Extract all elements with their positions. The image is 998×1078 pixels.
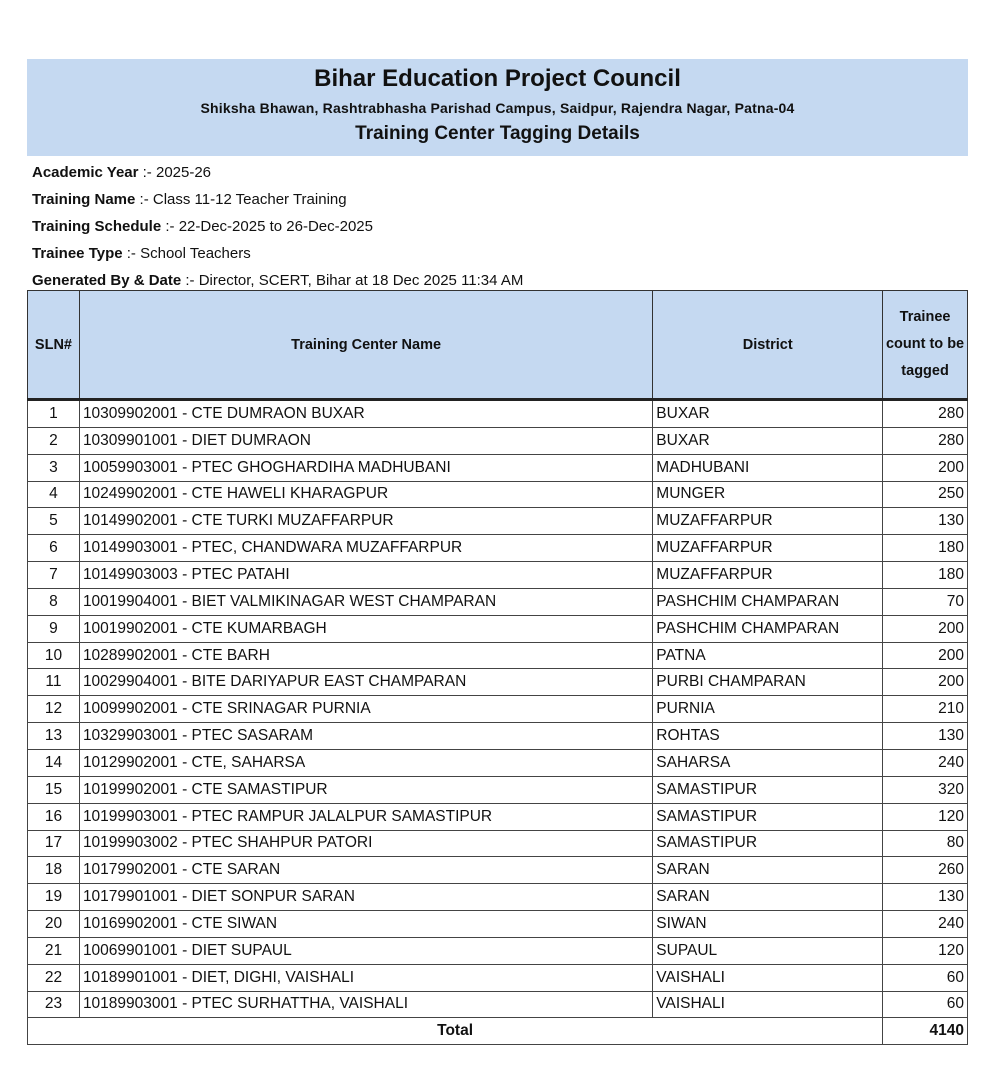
table-row [28,964,968,991]
cell-district: SAHARSA [653,749,883,776]
cell-sl: 21 [28,937,80,964]
cell-count: 250 [883,481,968,508]
cell-center: 10199903001 - PTEC RAMPUR JALALPUR SAMASTIPUR [79,803,652,830]
cell-sl: 16 [28,803,80,830]
cell-count: 200 [883,615,968,642]
cell-center: 10019904001 - BIET VALMIKINAGAR WEST CHAMPARAN [79,588,652,615]
cell-center: 10199903002 - PTEC SHAHPUR PATORI [79,830,652,857]
cell-sl: 5 [28,508,80,535]
cell-sl: 19 [28,884,80,911]
total-row [28,1018,968,1045]
cell-center: 10069901001 - DIET SUPAUL [79,937,652,964]
cell-count: 130 [883,723,968,750]
table-row [28,776,968,803]
cell-district: SAMASTIPUR [653,830,883,857]
cell-center: 10059903001 - PTEC GHOGHARDIHA MADHUBANI [79,454,652,481]
cell-count: 180 [883,535,968,562]
cell-sl: 4 [28,481,80,508]
cell-district: SAMASTIPUR [653,803,883,830]
table-row [28,481,968,508]
cell-sl: 23 [28,991,80,1018]
table-body [28,400,968,1018]
cell-center: 10029904001 - BITE DARIYAPUR EAST CHAMPARAN [79,669,652,696]
cell-count: 60 [883,991,968,1018]
cell-count: 280 [883,400,968,428]
total-label: Total [28,1018,883,1045]
cell-count: 130 [883,508,968,535]
cell-count: 120 [883,803,968,830]
table-row [28,884,968,911]
cell-district: MUZAFFARPUR [653,535,883,562]
cell-district: PURNIA [653,696,883,723]
cell-sl: 17 [28,830,80,857]
table-row [28,588,968,615]
cell-center: 10199902001 - CTE SAMASTIPUR [79,776,652,803]
cell-district: PATNA [653,642,883,669]
cell-count: 180 [883,562,968,589]
cell-district: PASHCHIM CHAMPARAN [653,615,883,642]
cell-district: MUNGER [653,481,883,508]
table-row [28,508,968,535]
cell-center: 10099902001 - CTE SRINAGAR PURNIA [79,696,652,723]
cell-center: 10129902001 - CTE, SAHARSA [79,749,652,776]
cell-sl: 20 [28,911,80,938]
cell-center: 10019902001 - CTE KUMARBAGH [79,615,652,642]
cell-center: 10309902001 - CTE DUMRAON BUXAR [79,400,652,428]
meta-info [32,159,523,294]
cell-center: 10189901001 - DIET, DIGHI, VAISHALI [79,964,652,991]
cell-center: 10289902001 - CTE BARH [79,642,652,669]
cell-center: 10189903001 - PTEC SURHATTHA, VAISHALI [79,991,652,1018]
cell-count: 200 [883,642,968,669]
table-row [28,562,968,589]
cell-district: SAMASTIPUR [653,776,883,803]
cell-sl: 22 [28,964,80,991]
organization-address: Shiksha Bhawan, Rashtrabhasha Parishad Campus, Saidpur, Rajendra Nagar, Patna-04 [200,100,795,116]
cell-count: 200 [883,454,968,481]
cell-sl: 9 [28,615,80,642]
table-row [28,803,968,830]
header-count: Trainee count to be tagged [883,291,968,400]
cell-district: ROHTAS [653,723,883,750]
meta-training-name: Training Name :- Class 11-12 Teacher Training [32,191,347,208]
meta-trainee-type: Trainee Type :- School Teachers [32,245,251,262]
cell-count: 260 [883,857,968,884]
table-header-row [28,291,968,400]
cell-sl: 7 [28,562,80,589]
meta-training-schedule: Training Schedule :- 22-Dec-2025 to 26-Dec-2025 [32,218,373,235]
table-row [28,454,968,481]
total-value: 4140 [883,1018,968,1045]
cell-count: 80 [883,830,968,857]
table-row [28,991,968,1018]
document-header [27,59,968,156]
cell-district: MADHUBANI [653,454,883,481]
table-row [28,400,968,428]
meta-academic-year: Academic Year :- 2025-26 [32,164,212,181]
organization-name: Bihar Education Project Council [314,65,681,92]
table-row [28,669,968,696]
table-row [28,937,968,964]
table-row [28,723,968,750]
cell-center: 10169902001 - CTE SIWAN [79,911,652,938]
cell-count: 200 [883,669,968,696]
cell-center: 10179902001 - CTE SARAN [79,857,652,884]
cell-sl: 12 [28,696,80,723]
table-row [28,427,968,454]
cell-sl: 13 [28,723,80,750]
cell-sl: 18 [28,857,80,884]
cell-count: 130 [883,884,968,911]
cell-district: SARAN [653,857,883,884]
table-row [28,696,968,723]
cell-center: 10309901001 - DIET DUMRAON [79,427,652,454]
cell-district: PURBI CHAMPARAN [653,669,883,696]
cell-district: SUPAUL [653,937,883,964]
tagging-table [27,290,968,1045]
cell-count: 60 [883,964,968,991]
cell-center: 10149902001 - CTE TURKI MUZAFFARPUR [79,508,652,535]
table-row [28,857,968,884]
header-center: Training Center Name [79,291,652,400]
cell-center: 10249902001 - CTE HAWELI KHARAGPUR [79,481,652,508]
cell-sl: 10 [28,642,80,669]
table-row [28,615,968,642]
cell-district: SARAN [653,884,883,911]
cell-sl: 3 [28,454,80,481]
cell-sl: 2 [28,427,80,454]
table-row [28,535,968,562]
cell-sl: 1 [28,400,80,428]
table-row [28,830,968,857]
cell-count: 70 [883,588,968,615]
cell-count: 240 [883,749,968,776]
cell-sl: 14 [28,749,80,776]
cell-count: 280 [883,427,968,454]
cell-sl: 6 [28,535,80,562]
cell-center: 10149903003 - PTEC PATAHI [79,562,652,589]
header-district: District [653,291,883,400]
cell-count: 320 [883,776,968,803]
cell-district: MUZAFFARPUR [653,508,883,535]
table-row [28,749,968,776]
cell-district: VAISHALI [653,964,883,991]
cell-center: 10179901001 - DIET SONPUR SARAN [79,884,652,911]
cell-center: 10329903001 - PTEC SASARAM [79,723,652,750]
table-row [28,642,968,669]
header-sl: SLN# [28,291,80,400]
cell-district: SIWAN [653,911,883,938]
document-title: Training Center Tagging Details [355,123,640,144]
cell-count: 240 [883,911,968,938]
cell-district: VAISHALI [653,991,883,1018]
cell-count: 210 [883,696,968,723]
cell-district: PASHCHIM CHAMPARAN [653,588,883,615]
meta-generated-by: Generated By & Date :- Director, SCERT, Bihar at 18 Dec 2025 11:34 AM [32,272,524,289]
table-row [28,911,968,938]
cell-district: BUXAR [653,400,883,428]
cell-count: 120 [883,937,968,964]
cell-center: 10149903001 - PTEC, CHANDWARA MUZAFFARPUR [79,535,652,562]
cell-sl: 8 [28,588,80,615]
cell-sl: 11 [28,669,80,696]
cell-district: BUXAR [653,427,883,454]
cell-sl: 15 [28,776,80,803]
cell-district: MUZAFFARPUR [653,562,883,589]
